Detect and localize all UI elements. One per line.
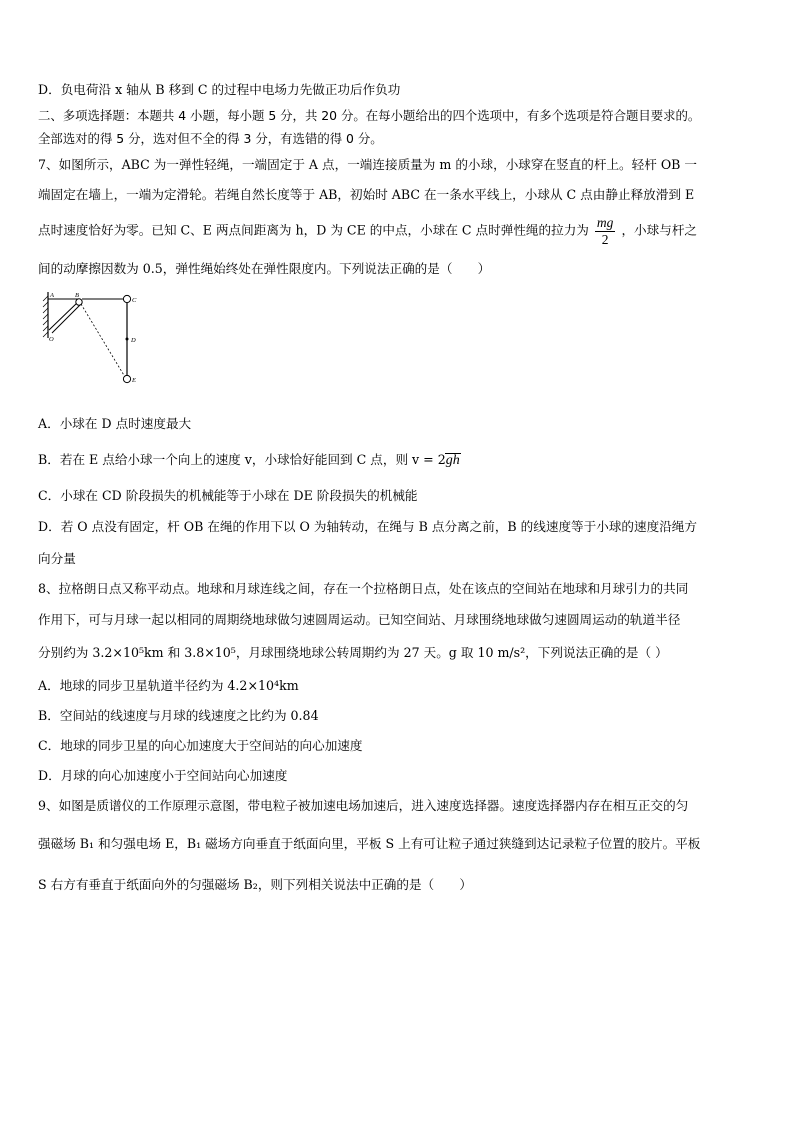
q7-stem-line-1: 7、如图所示，ABC 为一弹性轻绳，一端固定于 A 点，一端连接质量为 m 的小球，小球穿在竖直的杆上。轻杆 OB 一 [38,157,697,172]
label-a: A [50,292,54,299]
label-b: B [75,292,79,299]
q7-figure [40,290,150,390]
q9-stem-line-2: 强磁场 B₁ 和匀强电场 E，B₁ 磁场方向垂直于纸面向里，平板 S 上有可让粒子通过狭缝到达记录粒子位置的胶片。平板 [38,836,701,851]
q8-stem-line-1: 8、拉格朗日点又称平动点。地球和月球连线之间，存在一个拉格朗日点，处在该点的空间站在地球和月球引力的共同 [38,581,689,596]
q8-option-c: C．地球的同步卫星的向心加速度大于空间站的向心加速度 [38,738,363,753]
q7-stem-line-4: 间的动摩擦因数为 0.5，弹性绳始终处在弹性限度内。下列说法正确的是（ ） [38,261,491,276]
q7-option-d-line-2: 向分量 [38,551,76,566]
point-d [126,338,129,341]
q9-stem-line-1: 9、如图是质谱仪的工作原理示意图，带电粒子被加速电场加速后，进入速度选择器。速度选择器内存在相互正交的匀 [38,798,689,813]
q7-stem-line-3-post: ，小球与杆之 [621,222,697,238]
q7-option-c: C．小球在 CD 阶段损失的机械能等于小球在 DE 阶段损失的机械能 [38,488,418,503]
rope-be-dashed [81,304,125,377]
q7-option-b [38,453,461,468]
section-heading-multi-choice: 二、多项选择题：本题共 4 小题，每小题 5 分，共 20 分。在每小题给出的四个选项中，有多个选项是符合题目要求的。 [38,108,701,123]
q8-option-b: B．空间站的线速度与月球的线速度之比约为 0.84 [38,708,319,723]
label-o: O [49,336,54,343]
q7-stem-line-2: 端固定在墙上，一端为定滑轮。若绳自然长度等于 AB，初始时 ABC 在一条水平线上，小球从 C 点由静止释放滑到 E [38,187,695,202]
q6-option-d: D．负电荷沿 x 轴从 B 移到 C 的过程中电场力先做正功后作负功 [38,82,401,97]
ball-at-c [123,295,130,302]
label-e: E [132,377,136,384]
q8-stem-line-2: 作用下，可与月球一起以相同的周期绕地球做匀速圆周运动。已知空间站、月球围绕地球做匀速圆周运动的轨道半径 [38,612,681,627]
label-d: D [131,337,136,344]
q7-stem-line-3-pre: 点时速度恰好为零。已知 C、E 两点间距离为 h，D 为 CE 的中点，小球在 C 点时弹性绳的拉力为 [38,222,589,238]
q8-option-d: D．月球的向心加速度小于空间站向心加速度 [38,768,288,783]
ball-at-e [123,375,130,382]
q7-stem-line-3 [38,216,697,246]
section-scoring-rule: 全部选对的得 5 分，选对但不全的得 3 分，有选错的得 0 分。 [38,131,383,146]
q8-stem-line-3: 分别约为 3.2×10⁵km 和 3.8×10⁵，月球围绕地球公转周期约为 27 天。g 取 10 m/s²，下列说法正确的是（ ） [38,645,668,660]
fraction-denominator: 2 [601,231,609,247]
wall-hatching [43,296,48,337]
sqrt-gh: gh [445,453,460,468]
rod-ob-edge-1 [49,302,78,330]
rod-ob-edge-2 [52,305,80,333]
fraction-numerator: mg [596,215,614,230]
q7-option-b-text: B．若在 E 点给小球一个向上的速度 v，小球恰好能回到 C 点，则 v = 2 [38,452,446,467]
q7-option-d-line-1: D．若 O 点没有固定，杆 OB 在绳的作用下以 O 为轴转动，在绳与 B 点分离之前，B 的线速度等于小球的速度沿绳方 [38,519,697,534]
q8-option-a: A．地球的同步卫星轨道半径约为 4.2×10⁴km [38,678,299,693]
label-c: C [132,297,137,304]
q7-option-a: A．小球在 D 点时速度最大 [38,416,192,431]
q9-stem-line-3: S 右方有垂直于纸面向外的匀强磁场 B₂，则下列相关说法中正确的是（ ） [38,877,472,892]
tension-fraction [595,216,616,246]
